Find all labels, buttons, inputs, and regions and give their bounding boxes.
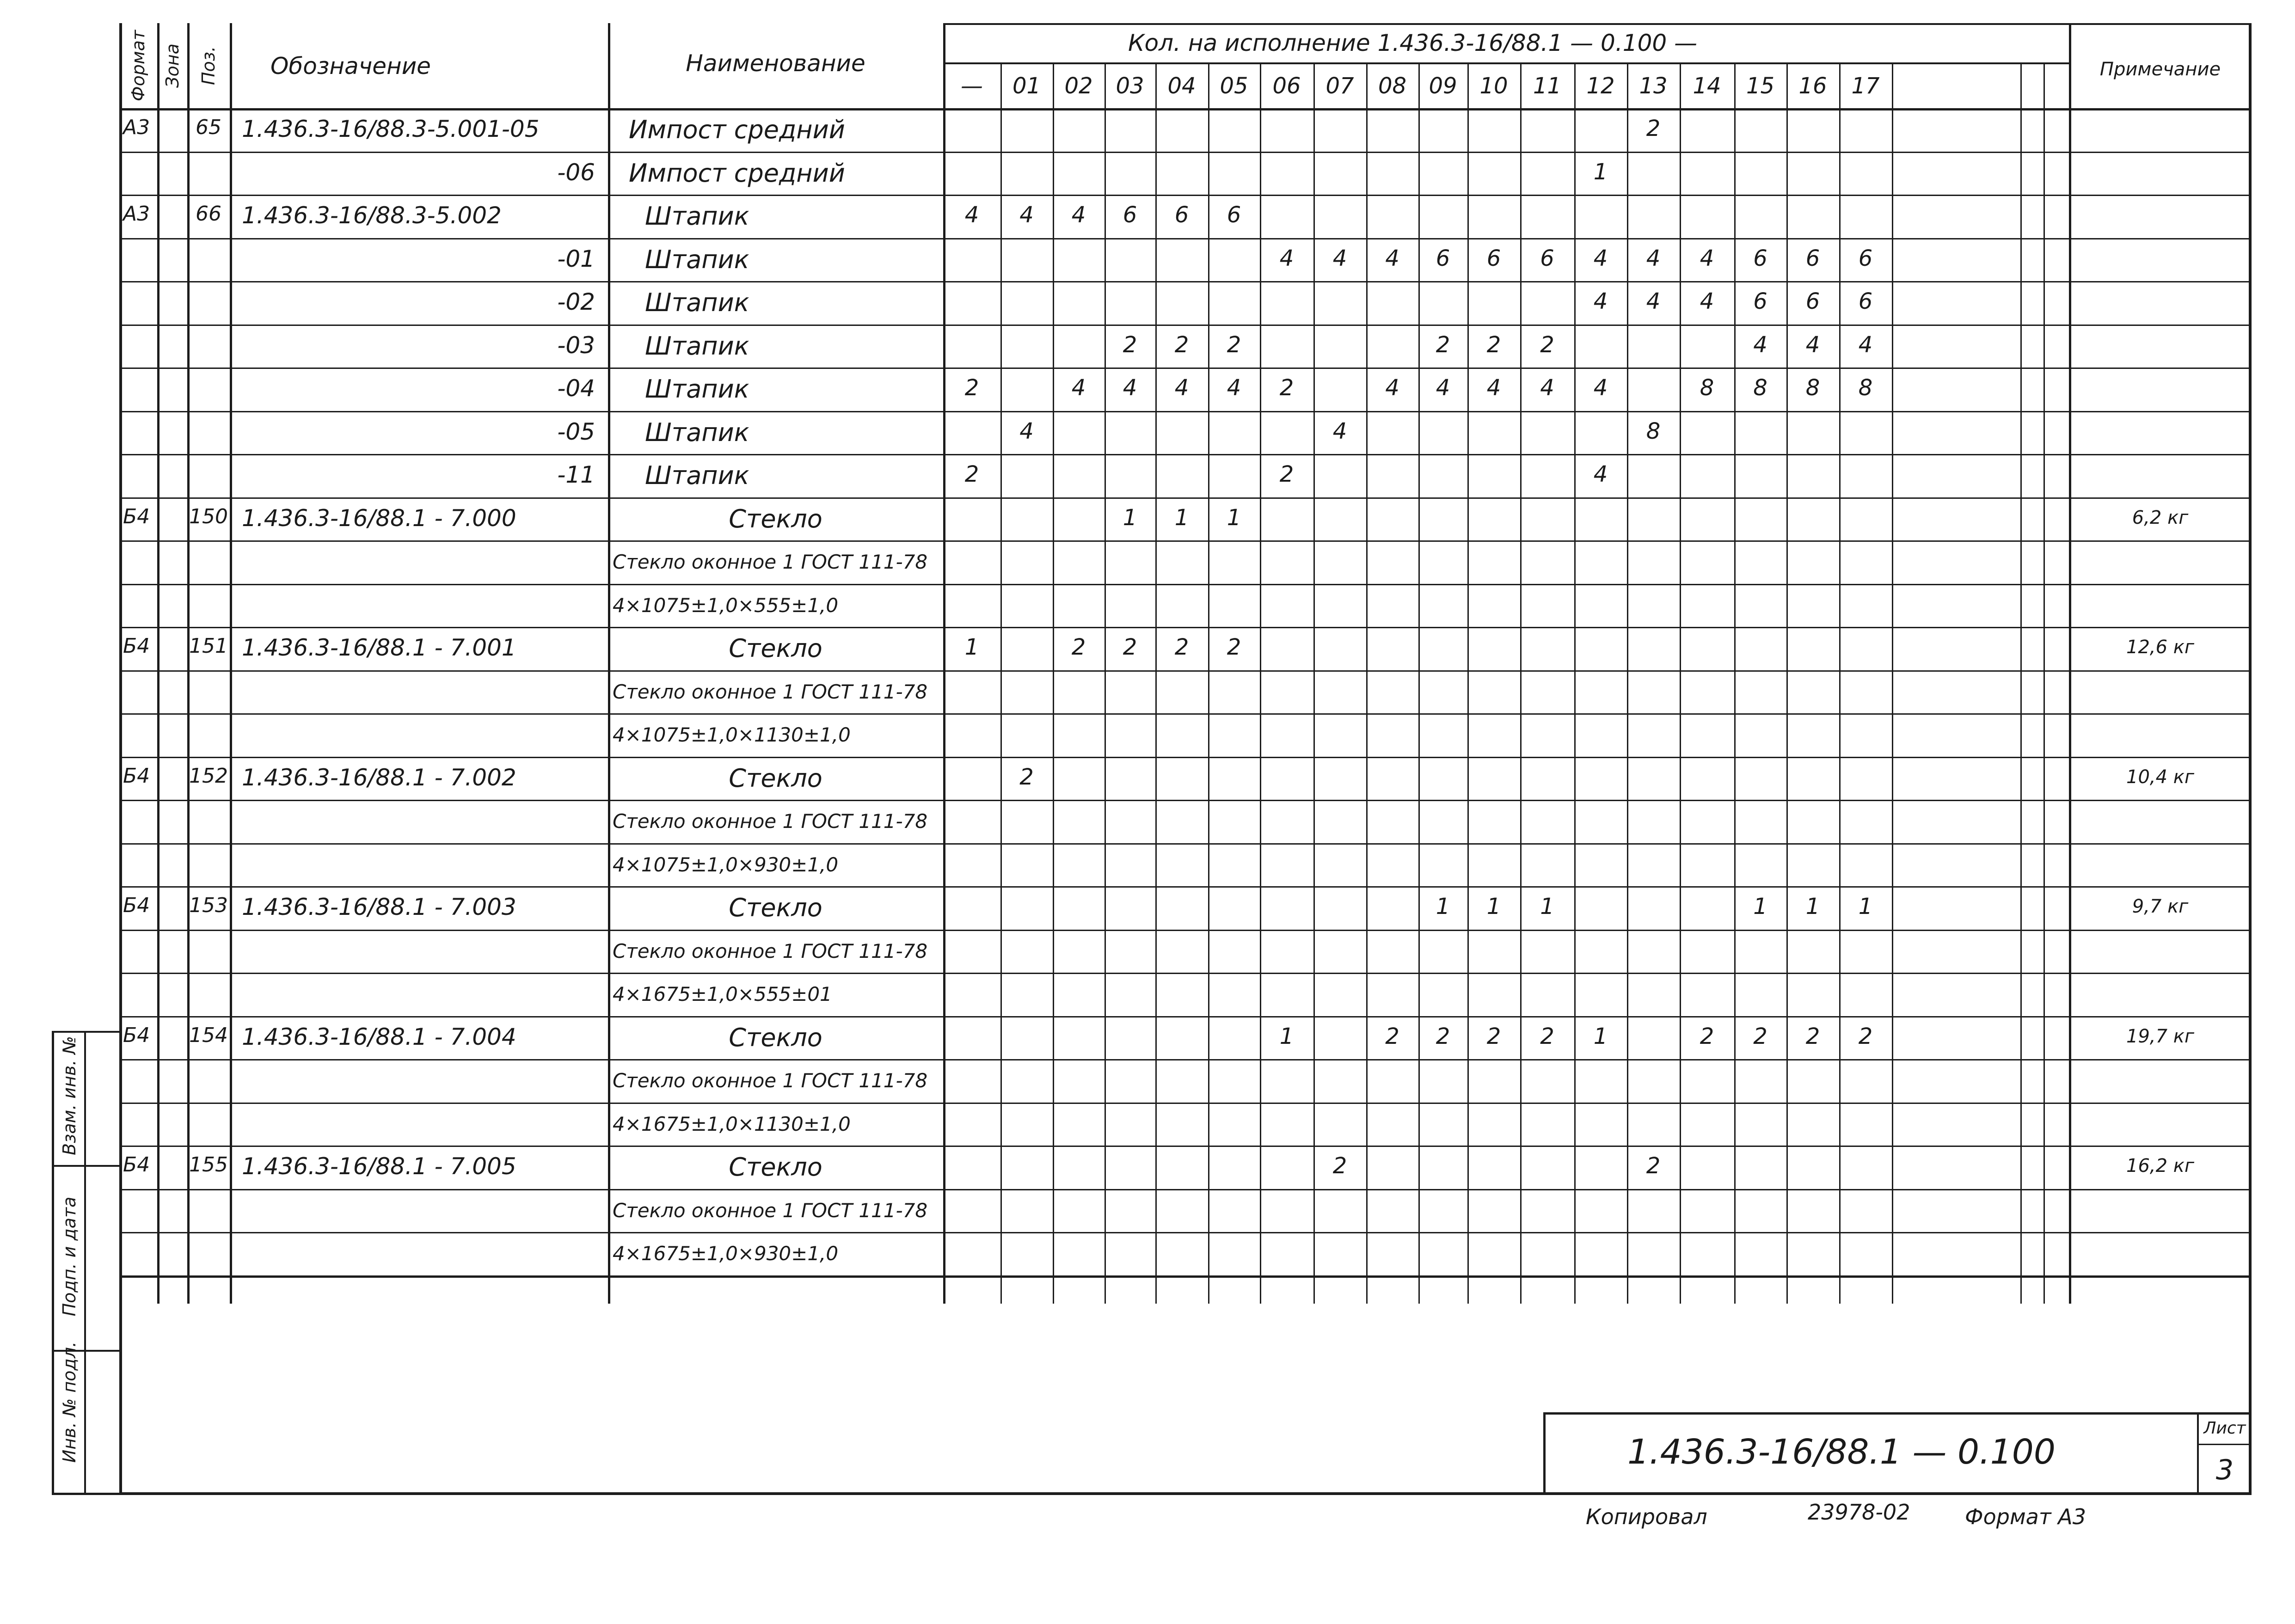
- cell-pos: 154: [189, 1023, 228, 1047]
- cell-qty-12: 1: [1593, 159, 1608, 185]
- cell-qty-06: 4: [1279, 245, 1294, 271]
- cell-qty-05: 2: [1227, 634, 1241, 660]
- title-block-line: [1543, 1412, 1546, 1495]
- cell-qty-17: 6: [1858, 288, 1873, 314]
- header-format: Формат: [128, 30, 148, 102]
- header-variant-05: 05: [1220, 73, 1248, 99]
- cell-name: 4×1075±1,0×555±1,0: [613, 594, 839, 617]
- cell-qty-14: 2: [1700, 1023, 1714, 1049]
- cell-qty-08: 2: [1385, 1023, 1399, 1049]
- stamp-line: [52, 1493, 119, 1495]
- cell-pos: 153: [189, 894, 228, 917]
- cell-name: Стекло оконное 1 ГОСТ 111-78: [613, 810, 928, 833]
- row-line: [119, 325, 2252, 326]
- cell-qty-08: 4: [1385, 375, 1399, 401]
- cell-name: Стекло: [729, 1152, 822, 1182]
- cell-format: Б4: [123, 894, 150, 917]
- variant-column-line: [1786, 62, 1788, 1304]
- header-variant-10: 10: [1479, 73, 1508, 99]
- cell-qty-14: 4: [1700, 245, 1714, 271]
- cell-name: Стекло: [729, 764, 822, 793]
- cell-qty-base: 2: [964, 461, 979, 487]
- cell-name: 4×1075±1,0×1130±1,0: [613, 723, 851, 746]
- stamp-inv-orig: Инв. № подл.: [59, 1341, 80, 1463]
- variant-column-line: [2020, 62, 2022, 1304]
- cell-name: Стекло: [729, 893, 822, 922]
- header-variant-17: 17: [1851, 73, 1880, 99]
- cell-qty-16: 4: [1805, 332, 1820, 358]
- variant-column-line: [1839, 62, 1841, 1304]
- cell-qty-13: 2: [1646, 116, 1661, 141]
- variant-column-line: [1105, 62, 1106, 1304]
- column-line: [230, 23, 232, 1304]
- variant-column-line: [1000, 62, 1002, 1304]
- stamp-line: [52, 1031, 119, 1033]
- cell-designation: -05: [557, 418, 595, 445]
- cell-qty-12: 4: [1593, 245, 1608, 271]
- cell-qty-base: 2: [964, 375, 979, 401]
- cell-qty-14: 8: [1700, 375, 1714, 401]
- cell-qty-16: 6: [1805, 245, 1820, 271]
- cell-qty-17: 2: [1858, 1023, 1873, 1049]
- cell-format: Б4: [123, 634, 150, 658]
- row-line: [119, 454, 2252, 455]
- cell-name: 4×1675±1,0×555±01: [613, 983, 832, 1005]
- header-zone: Зона: [162, 43, 183, 88]
- cell-qty-17: 1: [1858, 894, 1873, 919]
- column-line: [2069, 23, 2071, 1304]
- cell-qty-12: 4: [1593, 288, 1608, 314]
- variant-column-line: [1734, 62, 1736, 1304]
- column-line: [608, 23, 610, 1304]
- row-line: [119, 368, 2252, 369]
- row-line: [119, 411, 2252, 412]
- variant-column-line: [2043, 62, 2045, 1304]
- cell-qty-13: 2: [1646, 1153, 1661, 1179]
- cell-qty-11: 2: [1540, 1023, 1554, 1049]
- cell-designation: 1.436.3-16/88.1 - 7.000: [242, 505, 516, 532]
- cell-qty-07: 4: [1332, 245, 1347, 271]
- title-block-line: [2197, 1444, 2252, 1445]
- header-variant-07: 07: [1325, 73, 1354, 99]
- cell-name: Стекло: [729, 504, 822, 533]
- cell-qty-16: 2: [1805, 1023, 1820, 1049]
- cell-name: Штапик: [645, 202, 749, 231]
- cell-format: Б4: [123, 505, 150, 528]
- cell-format: А3: [123, 116, 150, 139]
- header-variant-03: 03: [1116, 73, 1144, 99]
- footer-format: Формат А3: [1965, 1504, 2086, 1529]
- stamp-inv-replace: Взам. инв. №: [59, 1036, 80, 1156]
- cell-qty-04: 2: [1174, 634, 1189, 660]
- cell-qty-11: 4: [1540, 375, 1554, 401]
- cell-qty-06: 2: [1279, 461, 1294, 487]
- stamp-line: [52, 1031, 54, 1495]
- variant-column-line: [1574, 62, 1576, 1304]
- cell-pos: 150: [189, 505, 228, 528]
- cell-note: 10,4 кг: [2126, 766, 2194, 788]
- cell-name: Стекло: [729, 634, 822, 663]
- cell-note: 16,2 кг: [2126, 1155, 2194, 1177]
- column-line: [943, 23, 945, 1304]
- header-variant-12: 12: [1586, 73, 1615, 99]
- stamp-line: [84, 1031, 86, 1495]
- cell-qty-17: 6: [1858, 245, 1873, 271]
- header-variant-06: 06: [1272, 73, 1301, 99]
- header-top-line: [943, 23, 2071, 25]
- cell-qty-06: 1: [1279, 1023, 1294, 1049]
- cell-name: Стекло оконное 1 ГОСТ 111-78: [613, 940, 928, 962]
- cell-qty-10: 2: [1486, 1023, 1501, 1049]
- cell-pos: 152: [189, 764, 228, 788]
- header-variant-04: 04: [1167, 73, 1196, 99]
- variant-column-line: [1053, 62, 1054, 1304]
- cell-designation: 1.436.3-16/88.1 - 7.003: [242, 894, 516, 920]
- cell-qty-09: 2: [1436, 1023, 1450, 1049]
- cell-name: Штапик: [645, 461, 749, 490]
- cell-qty-13: 4: [1646, 245, 1661, 271]
- cell-qty-09: 1: [1436, 894, 1450, 919]
- row-line: [119, 195, 2252, 196]
- cell-qty-01: 4: [1019, 202, 1034, 228]
- header-designation: Обозначение: [270, 53, 431, 80]
- header-top-line: [2069, 23, 2252, 25]
- row-line: [119, 1189, 2252, 1190]
- cell-qty-07: 4: [1332, 418, 1347, 444]
- footer-form: 23978-02: [1808, 1500, 1910, 1525]
- cell-name: Стекло оконное 1 ГОСТ 111-78: [613, 551, 928, 573]
- cell-name: Импост средний: [629, 159, 845, 188]
- cell-qty-base: 1: [964, 634, 979, 660]
- cell-name: Штапик: [645, 245, 749, 274]
- header-variant-09: 09: [1429, 73, 1457, 99]
- cell-qty-08: 4: [1385, 245, 1399, 271]
- cell-note: 6,2 кг: [2132, 507, 2189, 528]
- header-variant-13: 13: [1639, 73, 1668, 99]
- cell-qty-15: 6: [1753, 288, 1767, 314]
- row-line: [119, 1059, 2252, 1060]
- cell-qty-16: 8: [1805, 375, 1820, 401]
- cell-qty-02: 4: [1071, 202, 1086, 228]
- cell-qty-10: 4: [1486, 375, 1501, 401]
- header-name: Наименование: [686, 50, 865, 77]
- row-line: [119, 627, 2252, 628]
- cell-qty-09: 2: [1436, 332, 1450, 358]
- row-line: [119, 930, 2252, 931]
- sheet-number: 3: [2215, 1454, 2234, 1486]
- cell-qty-13: 8: [1646, 418, 1661, 444]
- row-line: [119, 1016, 2252, 1017]
- header-variant-02: 02: [1064, 73, 1093, 99]
- cell-qty-05: 6: [1227, 202, 1241, 228]
- header-variant-01: 01: [1012, 73, 1041, 99]
- variant-column-line: [1366, 62, 1368, 1304]
- cell-qty-16: 6: [1805, 288, 1820, 314]
- header-bottom-line: [119, 108, 2252, 110]
- row-line: [119, 800, 2252, 801]
- row-line: [119, 540, 2252, 542]
- row-line: [119, 1146, 2252, 1147]
- cell-qty-05: 2: [1227, 332, 1241, 358]
- row-line: [119, 886, 2252, 888]
- cell-qty-10: 2: [1486, 332, 1501, 358]
- cell-name: Стекло оконное 1 ГОСТ 111-78: [613, 1199, 928, 1222]
- cell-pos: 155: [189, 1153, 228, 1177]
- cell-note: 19,7 кг: [2126, 1026, 2194, 1047]
- cell-format: Б4: [123, 764, 150, 788]
- cell-qty-11: 6: [1540, 245, 1554, 271]
- row-line: [119, 713, 2252, 715]
- cell-qty-17: 4: [1858, 332, 1873, 358]
- cell-qty-04: 2: [1174, 332, 1189, 358]
- cell-note: 12,6 кг: [2126, 637, 2194, 658]
- cell-qty-03: 1: [1123, 505, 1137, 531]
- cell-designation: 1.436.3-16/88.3-5.001-05: [242, 116, 540, 142]
- row-line: [119, 584, 2252, 585]
- title-block-line: [1543, 1412, 2252, 1415]
- cell-qty-02: 2: [1071, 634, 1086, 660]
- stamp-sign-date: Подп. и дата: [59, 1196, 80, 1317]
- cell-qty-10: 6: [1486, 245, 1501, 271]
- cell-qty-09: 4: [1436, 375, 1450, 401]
- cell-qty-15: 4: [1753, 332, 1767, 358]
- cell-name: Стекло: [729, 1023, 822, 1052]
- cell-qty-07: 2: [1332, 1153, 1347, 1179]
- cell-designation: -06: [557, 159, 595, 186]
- header-variant-14: 14: [1693, 73, 1721, 99]
- header-variant-16: 16: [1798, 73, 1827, 99]
- cell-name: Штапик: [645, 418, 749, 447]
- cell-qty-13: 4: [1646, 288, 1661, 314]
- variant-column-line: [1680, 62, 1681, 1304]
- cell-designation: -02: [557, 288, 595, 315]
- cell-designation: -04: [557, 375, 595, 402]
- cell-qty-05: 1: [1227, 505, 1241, 531]
- cell-qty-15: 8: [1753, 375, 1767, 401]
- cell-designation: -11: [557, 461, 595, 488]
- cell-qty-12: 1: [1593, 1023, 1608, 1049]
- cell-qty-03: 2: [1123, 634, 1137, 660]
- row-line: [119, 973, 2252, 974]
- cell-format: Б4: [123, 1153, 150, 1177]
- variant-column-line: [1627, 62, 1628, 1304]
- cell-qty-04: 1: [1174, 505, 1189, 531]
- header-variant-11: 11: [1533, 73, 1562, 99]
- cell-qty-11: 1: [1540, 894, 1554, 919]
- column-line: [157, 23, 160, 1304]
- row-line: [119, 1275, 2252, 1278]
- frame-left: [119, 23, 122, 1495]
- cell-qty-15: 1: [1753, 894, 1767, 919]
- cell-note: 9,7 кг: [2132, 896, 2189, 917]
- document-code: 1.436.3-16/88.1 — 0.100: [1627, 1432, 2056, 1472]
- cell-qty-12: 4: [1593, 375, 1608, 401]
- cell-designation: -03: [557, 332, 595, 359]
- variant-column-line: [1155, 62, 1157, 1304]
- cell-qty-base: 4: [964, 202, 979, 228]
- header-variant-08: 08: [1378, 73, 1407, 99]
- cell-format: А3: [123, 202, 150, 226]
- row-line: [119, 843, 2252, 845]
- cell-designation: -01: [557, 245, 595, 272]
- cell-designation: 1.436.3-16/88.1 - 7.002: [242, 764, 516, 791]
- cell-qty-12: 4: [1593, 461, 1608, 487]
- variant-column-line: [1260, 62, 1261, 1304]
- footer-copied: Копировал: [1586, 1504, 1707, 1529]
- cell-designation: 1.436.3-16/88.1 - 7.005: [242, 1153, 516, 1180]
- variant-column-line: [1520, 62, 1522, 1304]
- stamp-line: [52, 1165, 119, 1167]
- cell-designation: 1.436.3-16/88.1 - 7.001: [242, 634, 516, 661]
- row-line: [119, 497, 2252, 499]
- cell-qty-01: 2: [1019, 764, 1034, 790]
- header-pos: Поз.: [198, 46, 219, 86]
- cell-qty-09: 6: [1436, 245, 1450, 271]
- cell-qty-01: 4: [1019, 418, 1034, 444]
- cell-qty-16: 1: [1805, 894, 1820, 919]
- header-variant-15: 15: [1746, 73, 1775, 99]
- cell-name: 4×1675±1,0×930±1,0: [613, 1242, 839, 1265]
- title-block-line: [2197, 1412, 2199, 1495]
- variant-column-line: [1313, 62, 1315, 1304]
- cell-pos: 66: [196, 202, 221, 226]
- header-variant-base: —: [961, 73, 983, 99]
- sheet-label: Лист: [2203, 1419, 2246, 1438]
- cell-qty-05: 4: [1227, 375, 1241, 401]
- variant-column-line: [1892, 62, 1893, 1304]
- variant-column-line: [1418, 62, 1420, 1304]
- header-qty-title: Кол. на исполнение 1.436.3-16/88.1 — 0.100 —: [1128, 30, 1698, 56]
- row-line: [119, 281, 2252, 282]
- variant-column-line: [1208, 62, 1209, 1304]
- cell-pos: 151: [189, 634, 228, 658]
- row-line: [119, 1232, 2252, 1233]
- row-line: [119, 238, 2252, 239]
- variant-column-line: [1467, 62, 1469, 1304]
- cell-name: 4×1675±1,0×1130±1,0: [613, 1113, 851, 1135]
- cell-qty-03: 4: [1123, 375, 1137, 401]
- cell-name: Штапик: [645, 288, 749, 317]
- column-line: [187, 23, 190, 1304]
- cell-name: Стекло оконное 1 ГОСТ 111-78: [613, 680, 928, 703]
- cell-qty-14: 4: [1700, 288, 1714, 314]
- cell-qty-17: 8: [1858, 375, 1873, 401]
- cell-pos: 65: [196, 116, 221, 139]
- cell-qty-04: 4: [1174, 375, 1189, 401]
- header-mid-line: [943, 62, 2069, 64]
- cell-qty-02: 4: [1071, 375, 1086, 401]
- cell-qty-03: 2: [1123, 332, 1137, 358]
- cell-designation: 1.436.3-16/88.1 - 7.004: [242, 1023, 516, 1050]
- row-line: [119, 670, 2252, 672]
- cell-qty-10: 1: [1486, 894, 1501, 919]
- row-line: [119, 152, 2252, 153]
- frame-bottom: [119, 1492, 2252, 1495]
- cell-qty-03: 6: [1123, 202, 1137, 228]
- frame-right: [2249, 23, 2252, 1495]
- cell-qty-15: 6: [1753, 245, 1767, 271]
- row-line: [119, 757, 2252, 758]
- cell-qty-15: 2: [1753, 1023, 1767, 1049]
- row-line: [119, 1103, 2252, 1104]
- cell-qty-06: 2: [1279, 375, 1294, 401]
- cell-name: Штапик: [645, 331, 749, 361]
- cell-qty-11: 2: [1540, 332, 1554, 358]
- cell-format: Б4: [123, 1023, 150, 1047]
- cell-name: Стекло оконное 1 ГОСТ 111-78: [613, 1069, 928, 1092]
- cell-name: 4×1075±1,0×930±1,0: [613, 853, 839, 876]
- cell-designation: 1.436.3-16/88.3-5.002: [242, 202, 502, 229]
- cell-qty-04: 6: [1174, 202, 1189, 228]
- header-note: Примечание: [2099, 59, 2221, 80]
- cell-name: Импост средний: [629, 115, 845, 144]
- cell-name: Штапик: [645, 374, 749, 404]
